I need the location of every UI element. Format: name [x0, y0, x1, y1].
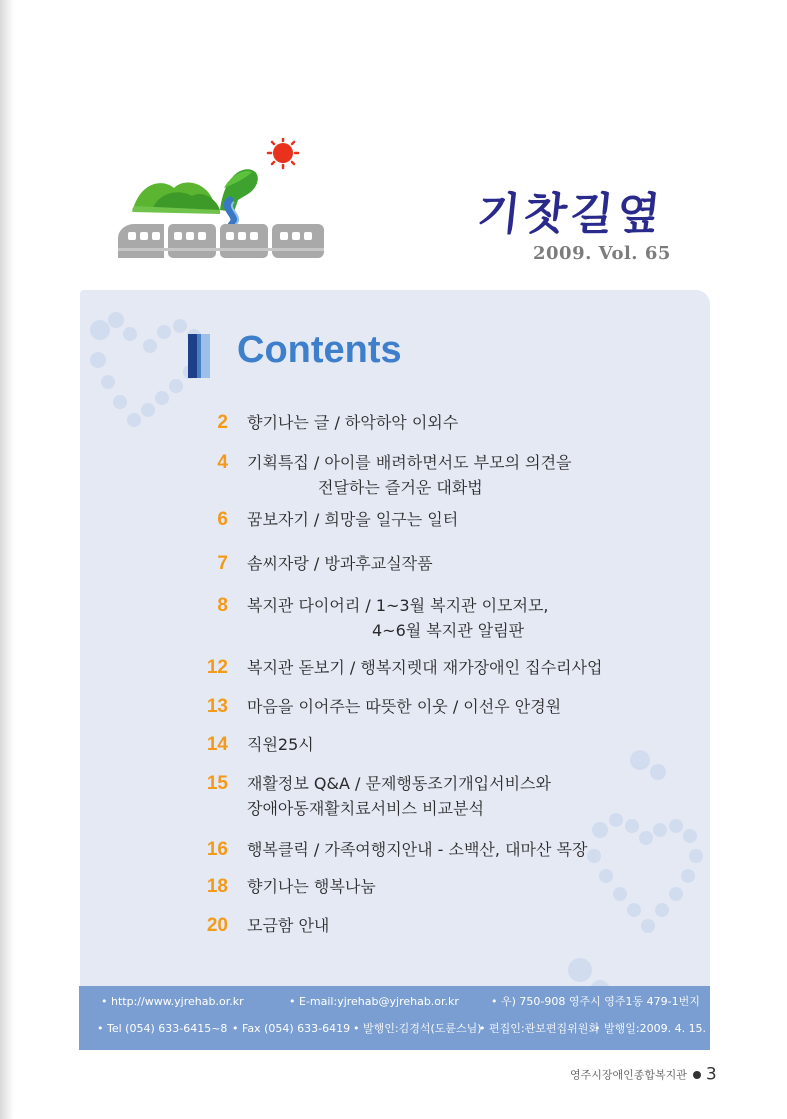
toc-title: 향기나는 행복나눔: [247, 877, 376, 896]
footer-publisher: • 발행인:김경석(도륜스님): [353, 1018, 482, 1040]
toc-title-continued: 4~6월 복지관 알림판: [372, 621, 525, 640]
footer-date: • 발행일:2009. 4. 15.: [594, 1018, 706, 1040]
toc-title: 복지관 다이어리 / 1~3월 복지관 이모저모,: [247, 596, 549, 615]
left-edge-shadow: [0, 0, 14, 1119]
organization-name: 영주시장애인종합복지관: [570, 1068, 687, 1082]
footer-line-2: [79, 1018, 710, 1040]
toc-page-number: 20: [206, 915, 228, 936]
footer-fax: • Fax (054) 633-6419: [232, 1018, 350, 1040]
bullet-icon: [693, 1071, 701, 1079]
contents-panel: [80, 290, 710, 1050]
footer-website[interactable]: • http://www.yjrehab.or.kr: [101, 991, 244, 1013]
logo-train-icon: [112, 138, 332, 263]
contents-marker-icon: [188, 334, 210, 378]
footer-line-1: [79, 991, 710, 1013]
toc-title-continued: 장애아동재활치료서비스 비교분석: [247, 799, 484, 818]
footer-email[interactable]: • E-mail:yjrehab@yjrehab.or.kr: [289, 991, 459, 1013]
hills-icon: [132, 169, 258, 214]
toc-page-number: 15: [206, 773, 228, 794]
toc-title: 향기나는 글 / 하악하악 이외수: [247, 413, 459, 432]
page-footer: [570, 1064, 717, 1085]
toc-page-number: 2: [217, 412, 228, 433]
toc-page-number: 14: [206, 734, 228, 755]
page-number: 3: [705, 1064, 717, 1085]
magazine-title: 기찻길옆: [474, 189, 667, 240]
toc-title: 마음을 이어주는 따뜻한 이웃 / 이선우 안경원: [247, 697, 562, 716]
toc-page-number: 12: [206, 657, 228, 678]
footer-tel: • Tel (054) 633-6415~8: [97, 1018, 227, 1040]
toc-title: 행복클릭 / 가족여행지안내 - 소백산, 대마산 목장: [247, 840, 588, 859]
toc-page-number: 13: [206, 696, 228, 717]
footer-contact-bar: [79, 986, 710, 1050]
toc-title-continued: 전달하는 즐거운 대화법: [318, 478, 483, 497]
toc-page-number: 16: [206, 839, 228, 860]
toc-title: 기획특집 / 아이를 배려하면서도 부모의 의견을: [247, 453, 572, 472]
toc-page-number: 4: [217, 452, 228, 473]
footer-editor: • 편집인:관보편집위원회: [479, 1018, 599, 1040]
toc-title: 직원25시: [247, 735, 314, 754]
toc-title: 솜씨자랑 / 방과후교실작품: [247, 554, 433, 573]
toc-title: 꿈보자기 / 희망을 일구는 일터: [247, 510, 459, 529]
toc-page-number: 7: [217, 553, 228, 574]
toc-title: 복지관 돋보기 / 행복지렛대 재가장애인 집수리사업: [247, 658, 603, 677]
toc-title: 모금함 안내: [247, 916, 330, 935]
toc-page-number: 6: [217, 509, 228, 530]
toc-page-number: 18: [206, 876, 228, 897]
train-icon: [118, 224, 324, 258]
sun-icon: [268, 138, 298, 168]
footer-address: • 우) 750-908 영주시 영주1동 479-1번지: [491, 991, 700, 1013]
magazine-issue: 2009. Vol. 65: [533, 243, 671, 264]
toc-title: 재활정보 Q&A / 문제행동조기개입서비스와: [247, 774, 551, 793]
toc-page-number: 8: [217, 595, 228, 616]
contents-title: Contents: [237, 329, 402, 371]
